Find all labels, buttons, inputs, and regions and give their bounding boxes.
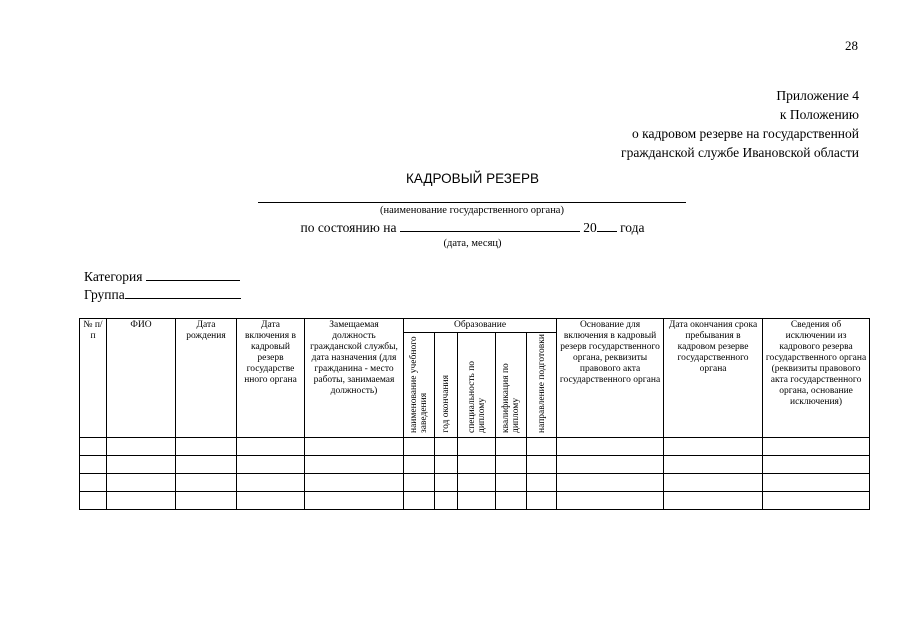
table-cell[interactable] <box>557 456 664 474</box>
page-number: 28 <box>845 38 858 53</box>
as-of-prefix: по состоянию на <box>300 220 397 235</box>
year-blank[interactable] <box>597 219 617 232</box>
table-cell[interactable] <box>557 438 664 456</box>
category-label: Категория <box>84 269 143 284</box>
table-cell[interactable] <box>80 492 107 510</box>
appendix-line-4: гражданской службе Ивановской области <box>621 145 859 160</box>
appendix-line-3: о кадровом резерве на государственной <box>632 126 859 141</box>
table-cell[interactable] <box>305 492 404 510</box>
table-cell[interactable] <box>435 492 458 510</box>
header-education: Образование <box>404 319 557 333</box>
header-position: Замещаемая должность гражданской службы, дата назначения (для гражданина - место работы, занимаемая должность) <box>305 319 404 438</box>
group-label: Группа <box>84 287 125 302</box>
table-cell[interactable] <box>305 474 404 492</box>
table-cell[interactable] <box>176 474 237 492</box>
table-cell[interactable] <box>107 492 176 510</box>
table-cell[interactable] <box>763 456 870 474</box>
table-cell[interactable] <box>176 492 237 510</box>
reserve-table <box>79 318 870 510</box>
category-blank[interactable] <box>146 268 240 281</box>
header-birth-date: Дата рождения <box>176 319 237 438</box>
table-cell[interactable] <box>237 492 305 510</box>
header-school-label: наименование учебного заведения <box>409 336 429 433</box>
header-end-date: Дата окончания срока пребывания в кадровом резерве государственного органа <box>664 319 763 438</box>
table-row <box>80 438 870 456</box>
table-cell[interactable] <box>80 456 107 474</box>
table-cell[interactable] <box>527 474 557 492</box>
group-blank[interactable] <box>125 286 241 299</box>
header-direction-label: направление подготовки <box>536 334 547 433</box>
table-cell[interactable] <box>557 474 664 492</box>
header-grad-year-label: год окончания <box>441 375 451 433</box>
group-field <box>84 286 241 303</box>
appendix-line-1: Приложение 4 <box>776 88 859 103</box>
table-cell[interactable] <box>496 492 527 510</box>
table-cell[interactable] <box>237 474 305 492</box>
table-cell[interactable] <box>496 438 527 456</box>
table-cell[interactable] <box>557 492 664 510</box>
table-cell[interactable] <box>176 438 237 456</box>
table-cell[interactable] <box>458 438 496 456</box>
table-cell[interactable] <box>237 438 305 456</box>
appendix-reference <box>621 86 859 162</box>
header-exclusion: Сведения об исключении из кадрового резерва государственного органа (реквизиты правового акта государственного органа, основание исключения) <box>763 319 870 438</box>
header-grad-year <box>435 333 458 438</box>
table-cell[interactable] <box>527 492 557 510</box>
header-num: № п/п <box>80 319 107 438</box>
table-cell[interactable] <box>404 456 435 474</box>
table-row <box>80 456 870 474</box>
table-cell[interactable] <box>458 474 496 492</box>
table-cell[interactable] <box>435 474 458 492</box>
table-cell[interactable] <box>458 492 496 510</box>
table-cell[interactable] <box>458 456 496 474</box>
table-cell[interactable] <box>527 456 557 474</box>
table-cell[interactable] <box>496 474 527 492</box>
header-school <box>404 333 435 438</box>
org-name-caption: (наименование государственного органа) <box>380 205 564 216</box>
table-cell[interactable] <box>176 456 237 474</box>
header-basis: Основание для включения в кадровый резерв государственного органа, реквизиты правового акта государственного органа <box>557 319 664 438</box>
category-field <box>84 268 240 285</box>
appendix-line-2: к Положению <box>779 107 859 122</box>
table-cell[interactable] <box>404 492 435 510</box>
table-cell[interactable] <box>237 456 305 474</box>
org-name-line[interactable] <box>258 202 686 203</box>
table-cell[interactable] <box>107 456 176 474</box>
table-row <box>80 492 870 510</box>
table-cell[interactable] <box>664 474 763 492</box>
table-cell[interactable] <box>664 438 763 456</box>
header-qualification <box>496 333 527 438</box>
table-cell[interactable] <box>435 438 458 456</box>
header-direction <box>527 333 557 438</box>
table-cell[interactable] <box>107 438 176 456</box>
table-cell[interactable] <box>763 438 870 456</box>
year-prefix: 20 <box>583 220 597 235</box>
table-cell[interactable] <box>305 438 404 456</box>
table-cell[interactable] <box>404 474 435 492</box>
header-specialty <box>458 333 496 438</box>
header-specialty-label: специальность по диплому <box>466 360 487 433</box>
header-inclusion-date: Дата включения в кадровый резерв государстве нного органа <box>237 319 305 438</box>
table-cell[interactable] <box>107 474 176 492</box>
table-row <box>80 474 870 492</box>
table-cell[interactable] <box>763 474 870 492</box>
table-cell[interactable] <box>80 474 107 492</box>
document-title: КАДРОВЫЙ РЕЗЕРВ <box>406 171 539 186</box>
date-blank[interactable] <box>400 219 580 232</box>
as-of-suffix: года <box>620 220 645 235</box>
as-of-line <box>0 219 905 236</box>
table-cell[interactable] <box>763 492 870 510</box>
table-cell[interactable] <box>305 456 404 474</box>
table-cell[interactable] <box>80 438 107 456</box>
table-cell[interactable] <box>404 438 435 456</box>
table-cell[interactable] <box>435 456 458 474</box>
header-fio: ФИО <box>107 319 176 438</box>
date-caption: (дата, месяц) <box>443 238 502 249</box>
table-cell[interactable] <box>664 456 763 474</box>
table-cell[interactable] <box>664 492 763 510</box>
table-cell[interactable] <box>496 456 527 474</box>
header-qualification-label: квалификация по диплому <box>501 363 521 433</box>
table-cell[interactable] <box>527 438 557 456</box>
table-body <box>80 438 870 510</box>
